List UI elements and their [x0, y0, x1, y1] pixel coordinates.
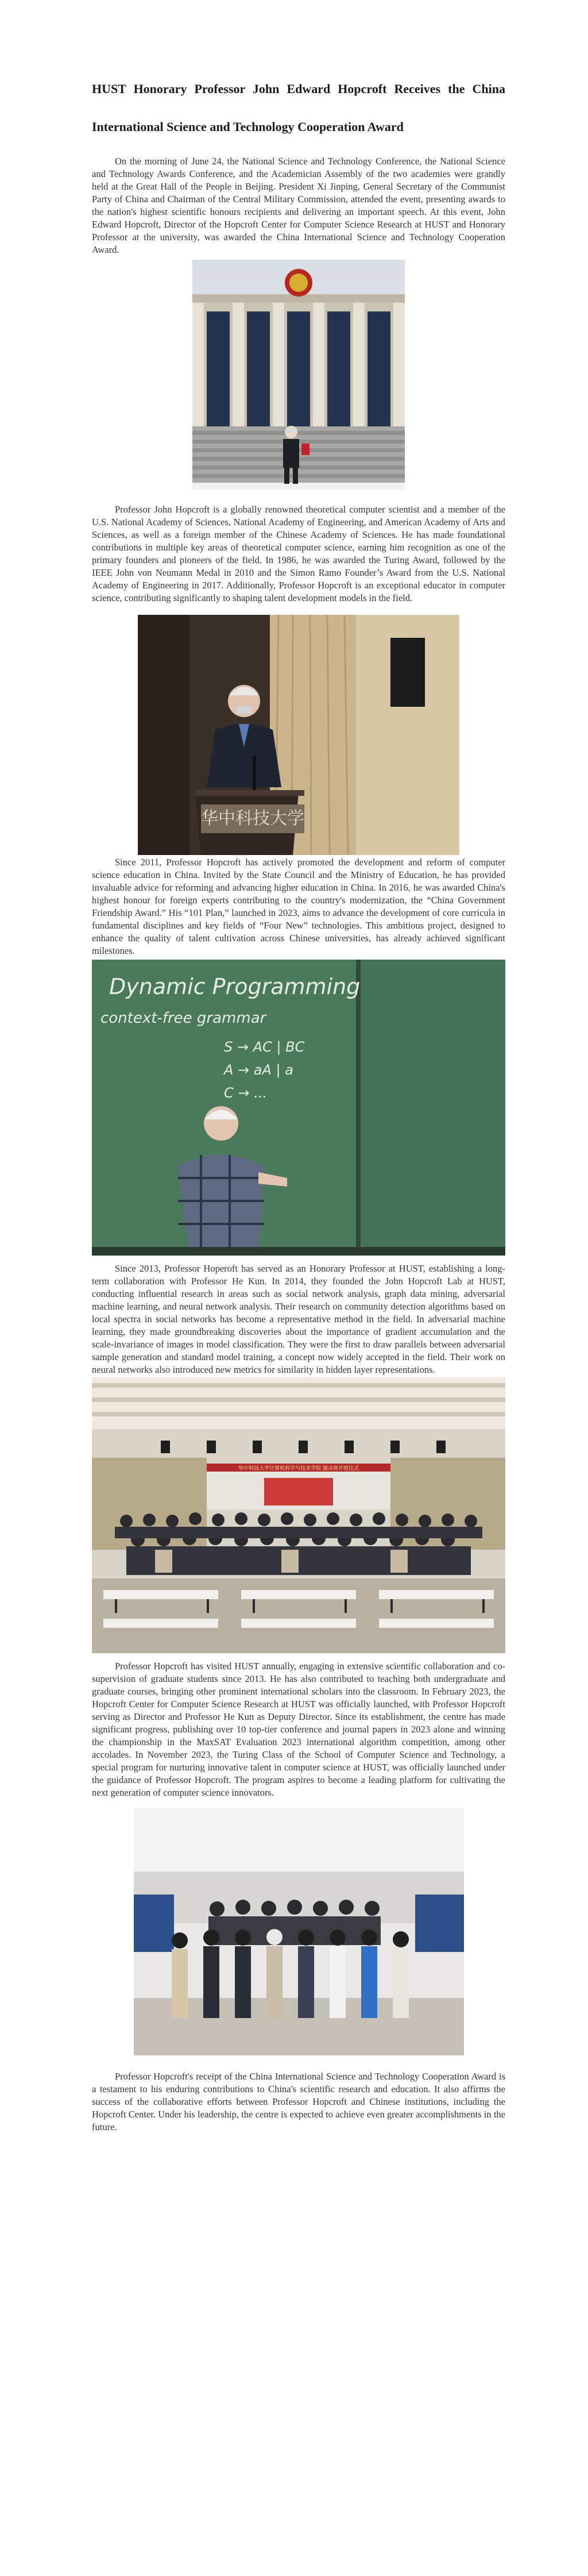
banner-text: 华中科技大学计算机科学与技术学院 图灵班开班仪式	[238, 1466, 359, 1472]
paragraph-conclusion: Professor Hopcroft's receipt of the China International Science and Technology Cooperation Award is a testament to his enduring contributions to China's scientific research and education. It also affirms the success of the collaborative efforts between Professor Hopcroft and Chinese institutions, including the Hopcroft Center. Under his leadership, the centre is expected to achieve even greater accomplishments in the future.	[92, 2071, 505, 2132]
chalk-line-3: S → AC | BC	[224, 1039, 305, 1055]
podium-sign: 华中科技大学	[201, 808, 304, 829]
photo-chalkboard-lecture	[92, 960, 505, 1256]
chalk-line-5: C → ...	[224, 1085, 268, 1101]
photo-group-portrait	[134, 1808, 464, 2055]
photo-podium-speech	[138, 615, 459, 855]
photo-turing-class-ceremony	[92, 1377, 505, 1653]
photo-great-hall	[192, 260, 405, 490]
paragraph-award-ceremony: On the morning of June 24, the National Science and Technology Conference, the National Science and Technology Awards Conference, and the Academician Assembly of the two academies were grandly held at the Great Hall of the People in Beijing. President Xi Jinping, General Secretary of the Communist Party of China and Chairman of the Central Military Commission, attended the event, presenting awards to the nation's highest scientific honours recipients and delivering an important speech. At this event, John Edward Hopcroft, Director of the Hopcroft Center for Computer Science Research at HUST and Honorary Professor at the university, was awarded the China International Science and Technology Cooperation Award.	[92, 156, 505, 255]
paragraph-biography: Professor John Hopcroft is a globally renowned theoretical computer scientist and a member of the U.S. National Academy of Sciences, National Academy of Engineering, and American Academy of Arts and Sciences, as well as a foreign member of the Chinese Academy of Sciences. He has made foundational contributions in multiple key areas of theoretical computer science, earning him recognition as one of the primary founders and pioneers of the field. In 1986, he was awarded the Turing Award, followed by the IEEE John von Neumann Medal in 2010 and the Simon Ramo Founder’s Award from the U.S. National Academy of Engineering in 2017. Additionally, Professor Hopcroft is an exceptional educator in computer science, contributing significantly to shaping talent development models in the field.	[92, 504, 505, 603]
chalk-line-2: context-free grammar	[100, 1010, 266, 1027]
chalk-line-4: A → aA | a	[224, 1062, 293, 1078]
chalk-line-1: Dynamic Programming	[109, 974, 361, 999]
article-title: HUST Honorary Professor John Edward Hopcroft Receives the China International Science and Technology Cooperation Award	[92, 82, 505, 134]
paragraph-research-collaboration: Since 2013, Professor Hoperoft has served as an Honorary Professor at HUST, establishing a long-term collaboration with Professor He Kun. In 2014, they founded the John Hopcroft Lab at HUST, conducting influential research in areas such as social network analysis, graph data mining, adversarial machine learning, and neural network analysis. Their research on community detection algorithms based on local spectra in social networks has become a representative method in the field. In adversarial machine learning, they made groundbreaking discoveries about the importance of gradient accumulation and the scale-invariance of images in model classification. They were the first to draw parallels between adversarial sample generation and standard model training, a concept now widely accepted in the field. Their work on neural networks also introduced new metrics for similarity in hidden layer representations.	[92, 1263, 505, 1375]
article	[92, 0, 505, 2134]
paragraph-education-reform: Since 2011, Professor Hopcroft has actively promoted the development and reform of computer science education in China. Invited by the State Council and the Ministry of Education, he has provided invaluable advice for reforming and advancing higher education in China. In 2016, he was awarded China's highest honour for foreign experts contributing to the country's modernization, the “China Government Friendship Award.” His “101 Plan,” launched in 2023, aims to advance the development of core curricula in fundamental disciplines and key fields of “Four New” technologies. This ambitious project, designed to enhance the quality of talent cultivation across Chinese universities, has already achieved significant milestones.	[92, 857, 505, 956]
paragraph-hopcroft-center: Professor Hopcroft has visited HUST annually, engaging in extensive scientific collaboration and co-supervision of graduate students since 2013. He has also contributed to teaching both undergraduate and graduate courses, bringing other prominent international scholars into the classroom. In February 2023, the Hopcroft Center for Computer Science Research at HUST was officially launched, with Professor Hopcroft serving as Director and Professor He Kun as Deputy Director. Since its establishment, the centre has made significant progress, publishing over 10 top-tier conference and journal papers in 2023 alone and winning the championship in the MaxSAT Evaluation 2023 international algorithm competition, among other accolades. In November 2023, the Turing Class of the School of Computer Science and Technology, a special program for nurturing innovative talent in computer science at HUST, was officially launched under the guidance of Professor Hopcroft. The program aspires to become a leading platform for cultivating the next generation of computer science innovators.	[92, 1661, 505, 1798]
